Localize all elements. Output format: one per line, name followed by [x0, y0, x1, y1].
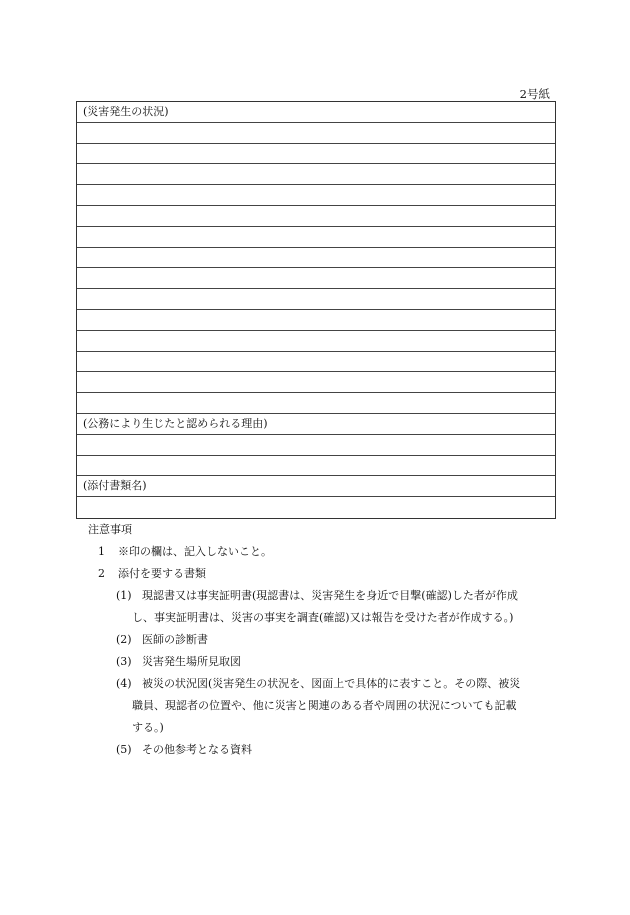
report-form-table: [76, 101, 556, 519]
note-subitem-2: [88, 629, 558, 651]
situation-line[interactable]: [77, 123, 555, 144]
attachments-line[interactable]: [77, 497, 555, 518]
note-item-1: [88, 541, 558, 563]
attachments-heading: (添付書類名): [77, 476, 555, 497]
situation-line[interactable]: [77, 352, 555, 373]
subitem-text: 被災の状況図(災害発生の状況を、図面上で具体的に表すこと。その際、被災: [142, 677, 521, 690]
situation-line[interactable]: [77, 393, 555, 414]
note-text: 添付を要する書類: [118, 567, 206, 580]
note-subitem-1: [88, 585, 558, 629]
note-subitem-5: [88, 739, 558, 761]
subitem-number: (1): [116, 589, 132, 602]
subitem-number: (2): [116, 633, 132, 646]
situation-line[interactable]: [77, 268, 555, 289]
situation-line[interactable]: [77, 289, 555, 310]
note-number: 2: [98, 567, 105, 580]
notes-section: [88, 519, 558, 761]
note-item-2: [88, 563, 558, 585]
subitem-text-continued: 職員、現認者の位置や、他に災害と関連のある者や周囲の状況についても記載: [132, 699, 517, 712]
subitem-number: (3): [116, 655, 132, 668]
situation-line[interactable]: [77, 206, 555, 227]
subitem-text: 医師の診断書: [142, 633, 208, 646]
subitem-text-continued: し、事実証明書は、災害の事実を調査(確認)又は報告を受けた者が作成する。): [132, 611, 514, 624]
subitem-text: 現認書又は事実証明書(現認書は、災害発生を身近で目撃(確認)した者が作成: [142, 589, 518, 602]
situation-line[interactable]: [77, 227, 555, 248]
note-number: 1: [98, 545, 105, 558]
situation-line[interactable]: [77, 185, 555, 206]
reason-heading: (公務により生じたと認められる理由): [77, 414, 555, 435]
subitem-number: (5): [116, 743, 132, 756]
situation-line[interactable]: [77, 164, 555, 185]
situation-heading: (災害発生の状況): [77, 102, 555, 123]
situation-line[interactable]: [77, 310, 555, 331]
note-text: ※印の欄は、記入しないこと。: [118, 545, 272, 558]
situation-line[interactable]: [77, 372, 555, 393]
subitem-text: 災害発生場所見取図: [142, 655, 241, 668]
form-number: 2号紙: [519, 87, 550, 101]
situation-line[interactable]: [77, 331, 555, 352]
note-subitem-4: [88, 673, 558, 739]
reason-line[interactable]: [77, 456, 555, 477]
reason-line[interactable]: [77, 435, 555, 456]
notes-title: 注意事項: [88, 523, 132, 536]
subitem-text-continued: する。): [132, 721, 164, 734]
subitem-text: その他参考となる資料: [142, 743, 252, 756]
note-subitem-3: [88, 651, 558, 673]
situation-line[interactable]: [77, 248, 555, 269]
situation-line[interactable]: [77, 144, 555, 165]
subitem-number: (4): [116, 677, 132, 690]
